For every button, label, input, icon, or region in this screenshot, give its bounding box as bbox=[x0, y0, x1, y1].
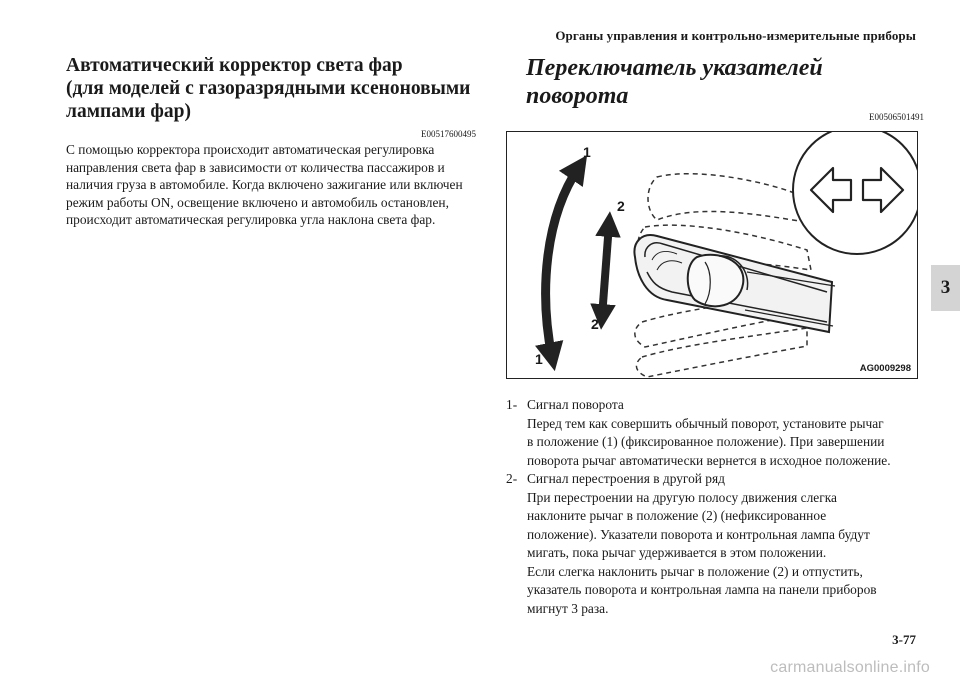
section-code: E00506501491 bbox=[869, 112, 924, 122]
running-header: Органы управления и контрольно-измерительные приборы bbox=[555, 28, 916, 43]
list-line: Сигнал поворота bbox=[527, 397, 624, 412]
paragraph-line: наличия груза в автомобиле. Когда включено зажигание или включен bbox=[66, 177, 463, 192]
title-line: (для моделей с газоразрядными ксеноновыми bbox=[66, 78, 471, 99]
section-title-headlight-leveling bbox=[66, 54, 476, 123]
section-code: E00517600495 bbox=[421, 129, 476, 139]
page-number: 3-77 bbox=[892, 632, 916, 647]
figure-label-2-bottom: 2 bbox=[591, 316, 599, 332]
position-2-arrow bbox=[602, 224, 609, 317]
list-marker: 2- bbox=[506, 471, 518, 486]
figure-code: AG0009298 bbox=[859, 363, 911, 374]
list-line: Сигнал перестроения в другой ряд bbox=[527, 471, 725, 486]
title-line: Автоматический корректор света фар bbox=[66, 55, 403, 76]
list-line: положение). Указатели поворота и контрольная лампа будут bbox=[527, 526, 870, 542]
paragraph-line: С помощью корректора происходит автоматическая регулировка bbox=[66, 142, 435, 157]
figure-label-1-top: 1 bbox=[583, 144, 591, 160]
left-column bbox=[66, 54, 476, 229]
list-line: мигнут 3 раза. bbox=[527, 600, 609, 616]
list-content bbox=[527, 470, 924, 618]
list-line: мигать, пока рычаг удерживается в этом положении. bbox=[527, 545, 827, 560]
paragraph-line: направления света фар в зависимости от количества пассажиров и bbox=[66, 159, 445, 175]
paragraph-line: происходит автоматическая регулировка угла наклона света фар. bbox=[66, 212, 436, 227]
list-line: наклоните рычаг в положение (2) (нефиксированное bbox=[527, 508, 827, 523]
turn-signal-lever-illustration bbox=[507, 132, 918, 379]
lever-position-outline bbox=[636, 328, 807, 377]
list-content bbox=[527, 396, 924, 470]
figure-label-2-top: 2 bbox=[617, 198, 625, 214]
position-1-arrow bbox=[546, 167, 579, 357]
turn-signal-figure bbox=[506, 131, 918, 379]
turn-signal-list bbox=[506, 396, 924, 618]
list-marker: 1- bbox=[506, 397, 518, 412]
list-line: указатель поворота и контрольная лампа на панели приборов bbox=[527, 582, 877, 597]
list-line: в положение (1) (фиксированное положение). При завершении bbox=[527, 434, 885, 449]
list-line: Если слегка наклонить рычаг в положение (2) и отпустить, bbox=[527, 563, 863, 579]
list-line: поворота рычаг автоматически вернется в исходное положение. bbox=[527, 452, 891, 468]
figure-label-1-bottom: 1 bbox=[535, 351, 543, 367]
headlight-leveling-paragraph bbox=[66, 141, 476, 229]
right-column bbox=[506, 54, 924, 618]
list-item bbox=[506, 470, 924, 618]
list-item bbox=[506, 396, 924, 470]
lever-position-outline bbox=[648, 174, 805, 222]
list-line: Перед тем как совершить обычный поворот, установите рычаг bbox=[527, 415, 884, 431]
section-title-turn-signal: Переключатель указателей поворота bbox=[526, 55, 823, 109]
lever-collar bbox=[688, 255, 744, 306]
title-line: лампами фар) bbox=[66, 101, 191, 122]
list-line: При перестроении на другую полосу движения слегка bbox=[527, 489, 837, 505]
chapter-tab: 3 bbox=[931, 265, 960, 311]
paragraph-line: режим работы ON, освещение включено и автомобиль остановлен, bbox=[66, 194, 449, 210]
watermark: carmanualsonline.info bbox=[770, 659, 930, 676]
